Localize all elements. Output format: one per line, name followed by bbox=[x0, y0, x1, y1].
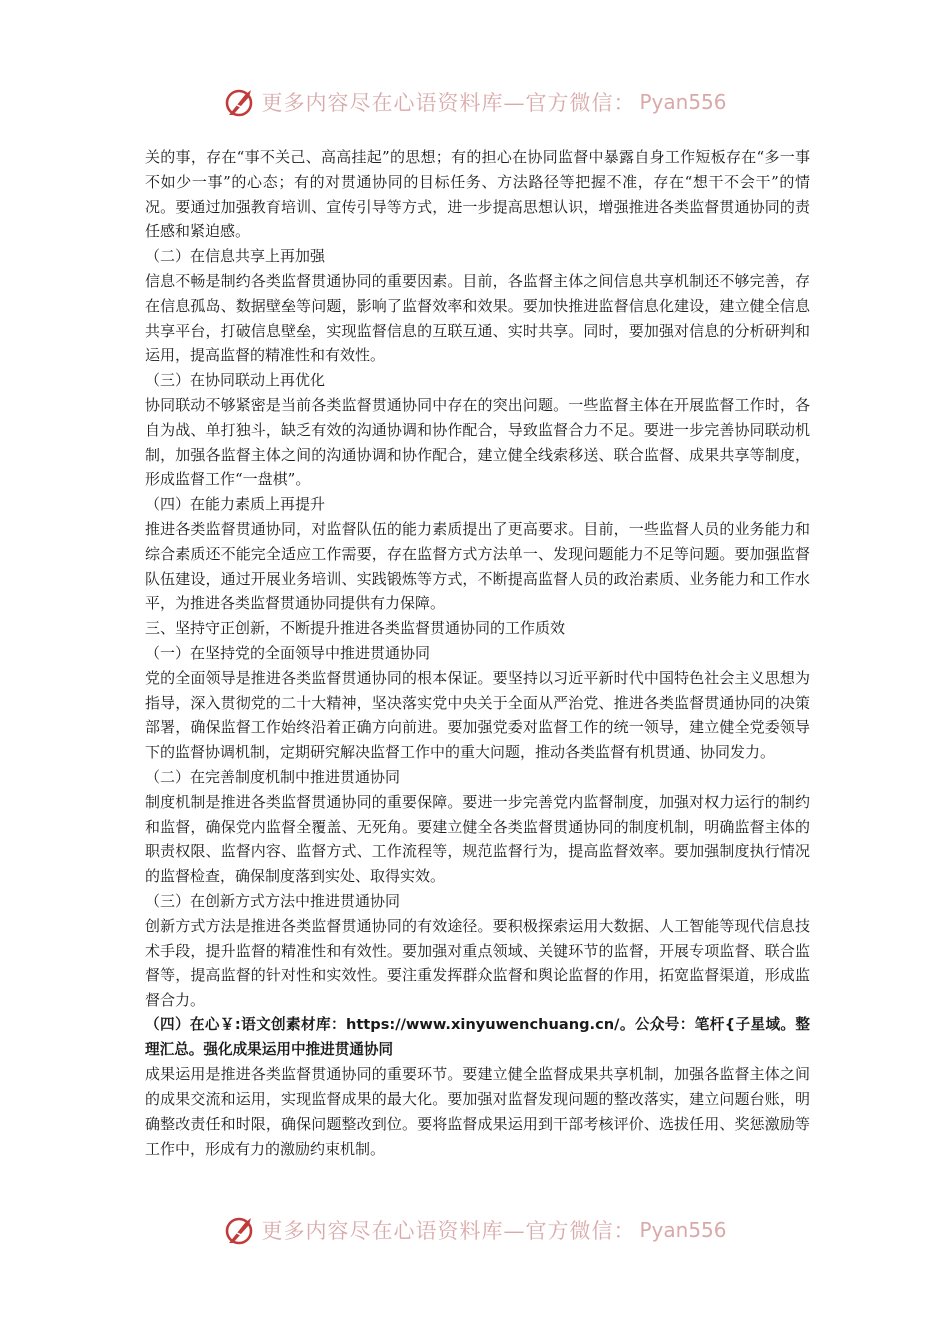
paragraph: 创新方式方法是推进各类监督贯通协同的有效途径。要积极探索运用大数据、人工智能等现代信息技术手段，提升监督的精准性和有效性。要加强对重点领域、关键环节的监督，开展专项监督、联合监督等，提高监督的针对性和实效性。要注重发挥群众监督和舆论监督的作用，拓宽监督渠道，形成监督合力。 bbox=[145, 916, 810, 1010]
banner-wechat-id: Pyan556 bbox=[639, 90, 727, 114]
banner-text: 更多内容尽在心语资料库—官方微信： bbox=[261, 91, 636, 115]
paragraph: 推进各类监督贯通协同，对监督队伍的能力素质提出了更高要求。目前，一些监督人员的业务能力和综合素质还不能完全适应工作需要，存在监督方式方法单一、发现问题能力不足等问题。要加强监督队伍建设，通过开展业务培训、实践锻炼等方式，不断提高监督人员的政治素质、业务能力和工作水平，为推进各类监督贯通协同提供有力保障。 bbox=[145, 519, 810, 613]
pen-logo-icon bbox=[223, 85, 257, 119]
pen-logo-icon bbox=[223, 1213, 257, 1247]
footer-banner bbox=[0, 1210, 950, 1250]
section-heading: （一）在坚持党的全面领导中推进贯通协同 bbox=[145, 643, 431, 662]
paragraph: 协同联动不够紧密是当前各类监督贯通协同中存在的突出问题。一些监督主体在开展监督工作时，各自为战、单打独斗，缺乏有效的沟通协调和协作配合，导致监督合力不足。要进一步完善协同联动机制，加强各监督主体之间的沟通协调和协作配合，建立健全线索移送、联合监督、成果共享等制度，形成监督工作“一盘棋”。 bbox=[145, 395, 810, 489]
paragraph: 党的全面领导是推进各类监督贯通协同的根本保证。要坚持以习近平新时代中国特色社会主义思想为指导，深入贯彻党的二十大精神，坚决落实党中央关于全面从严治党、推进各类监督贯通协同的决策部署，确保监督工作始终沿着正确方向前进。要加强党委对监督工作的统一领导，建立健全党委领导下的监督协调机制，定期研究解决监督工作中的重大问题，推动各类监督有机贯通、协同发力。 bbox=[145, 668, 810, 762]
section-heading: （四）在能力素质上再提升 bbox=[145, 495, 326, 514]
section-heading: （二）在完善制度机制中推进贯通协同 bbox=[145, 767, 401, 786]
header-banner bbox=[0, 82, 950, 122]
paragraph: 制度机制是推进各类监督贯通协同的重要保障。要进一步完善党内监督制度，加强对权力运行的制约和监督，确保党内监督全覆盖、无死角。要建立健全各类监督贯通协同的制度机制，明确监督主体的职责权限、监督内容、监督方式、工作流程等，规范监督行为，提高监督效率。要加强制度执行情况的监督检查，确保制度落到实处、取得实效。 bbox=[145, 792, 810, 886]
paragraph: 关的事，存在“事不关己、高高挂起”的思想；有的担心在协同监督中暴露自身工作短板存在“多一事不如少一事”的心态；有的对贯通协同的目标任务、方法路径等把握不准，存在“想干不会干”的情况。要通过加强教育培训、宣传引导等方式，进一步提高思想认识，增强推进各类监督贯通协同的责任感和紧迫感。 bbox=[145, 148, 810, 241]
paragraph: 信息不畅是制约各类监督贯通协同的重要因素。目前，各监督主体之间信息共享机制还不够完善，存在信息孤岛、数据壁垒等问题，影响了监督效率和效果。要加快推进监督信息化建设，建立健全信息共享平台，打破信息壁垒，实现监督信息的互联互通、实时共享。同时，要加强对信息的分析研判和运用，提高监督的精准性和有效性。 bbox=[145, 271, 810, 365]
section-heading: （三）在协同联动上再优化 bbox=[145, 371, 326, 390]
chapter-heading: 三、坚持守正创新，不断提升推进各类监督贯通协同的工作质效 bbox=[145, 619, 566, 638]
document-body bbox=[145, 145, 810, 1162]
section-heading: （三）在创新方式方法中推进贯通协同 bbox=[145, 891, 401, 910]
banner-text: 更多内容尽在心语资料库—官方微信： bbox=[261, 1219, 636, 1243]
paragraph: 成果运用是推进各类监督贯通协同的重要环节。要建立健全监督成果共享机制，加强各监督主体之间的成果交流和运用，实现监督成果的最大化。要加强对监督发现问题的整改落实，建立问题台账，明确整改责任和时限，确保问题整改到位。要将监督成果运用到干部考核评价、选拔任用、奖惩激励等工作中，形成有力的激励约束机制。 bbox=[145, 1065, 810, 1158]
section-heading: （二）在信息共享上再加强 bbox=[145, 247, 326, 266]
banner-wechat-id: Pyan556 bbox=[639, 1218, 727, 1242]
section-heading-bold: （四）在心￥:语文创素材库：https://www.xinyuwenchuang.cn/。公众号：笔杆{子星域。整理汇总。强化成果运用中推进贯通协同 bbox=[145, 1015, 810, 1058]
